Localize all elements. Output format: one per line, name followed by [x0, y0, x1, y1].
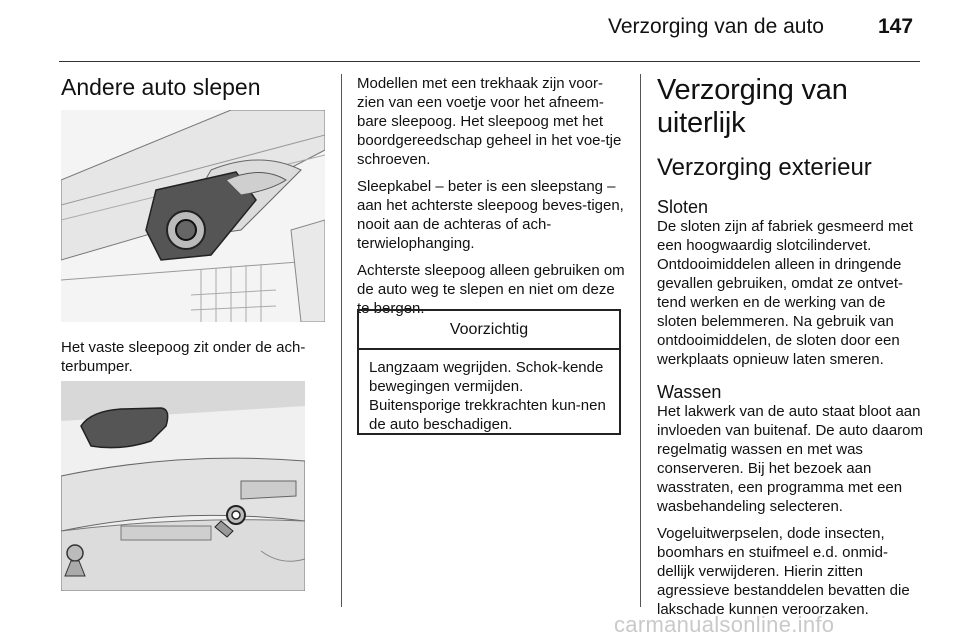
paragraph-washing-2: Vogeluitwerpselen, dode insecten, boomhars en stuifmeel e.d. onmid-dellijk verwijderen. Hierin zitten agressieve bestanddelen bevatten die lakschade kunnen veroorzaken.: [657, 525, 910, 618]
column-1: [61, 74, 327, 101]
subheading-exterior-care: Verzorging exterieur: [657, 154, 872, 181]
column-3: [657, 74, 925, 627]
page-number: 147: [878, 15, 914, 38]
running-header-title: Verzorging van de auto: [608, 15, 824, 38]
paragraph-locks: De sloten zijn af fabriek gesmeerd met een hoogwaardig slotcilindervet. Ontdooimiddelen alleen in dringende gevallen gebruiken, omdat ze ontvet-tend werken en de werking van de sloten belemmeren. Na gebruik van ontdooimiddelen, de sloten door een werkplaats opnieuw laten smeren.: [657, 218, 913, 368]
towing-eye-caption: Het vaste sleepoog zit onder de ach-terbumper.: [61, 339, 306, 375]
paragraph-washing-1: Het lakwerk van de auto staat bloot aan invloeden van buitenaf. De auto daarom regelmatig wassen en met was conserveren. Bij het bezoek aan wasstraten, een programma met een wasbehandeling selecteren.: [657, 403, 924, 515]
paragraph-tow-cable: Sleepkabel – beter is een sleepstang – aan het achterste sleepoog beves-tigen, nooit aan de achteras of ach-terwielophanging.: [357, 178, 624, 252]
paragraph-rear-eye-usage: Achterste sleepoog alleen gebruiken om de auto weg te slepen en niet om deze te bergen.: [357, 262, 625, 317]
paragraph-tow-hook-models: Modellen met een trekhaak zijn voor-zien van een voetje voor het afneem-bare sleepoog. Het sleepoog met het boordgereedschap geheel in het voe-tje schroeven.: [357, 75, 622, 168]
column-2: [357, 74, 625, 326]
watermark: carmanualsonline.info: [614, 612, 835, 637]
illustration-rear-bumper: [61, 381, 305, 591]
column-divider-1: [341, 74, 342, 607]
caution-box: [357, 309, 621, 435]
illustration-towing-eye-closeup: [61, 110, 325, 322]
caution-title: Voorzichtig: [359, 311, 619, 350]
section-heading-towing: Andere auto slepen: [61, 74, 261, 100]
heading-washing: Wassen: [657, 382, 722, 402]
column-divider-2: [640, 74, 641, 607]
header-rule: [59, 61, 920, 62]
caution-text: Langzaam wegrijden. Schok-kende bewegingen vermijden. Buitensporige trekkrachten kun-nen de auto beschadigen.: [369, 359, 606, 433]
heading-locks: Sloten: [657, 197, 709, 217]
section-heading-appearance-care: Verzorging van uiterlijk: [657, 74, 848, 139]
